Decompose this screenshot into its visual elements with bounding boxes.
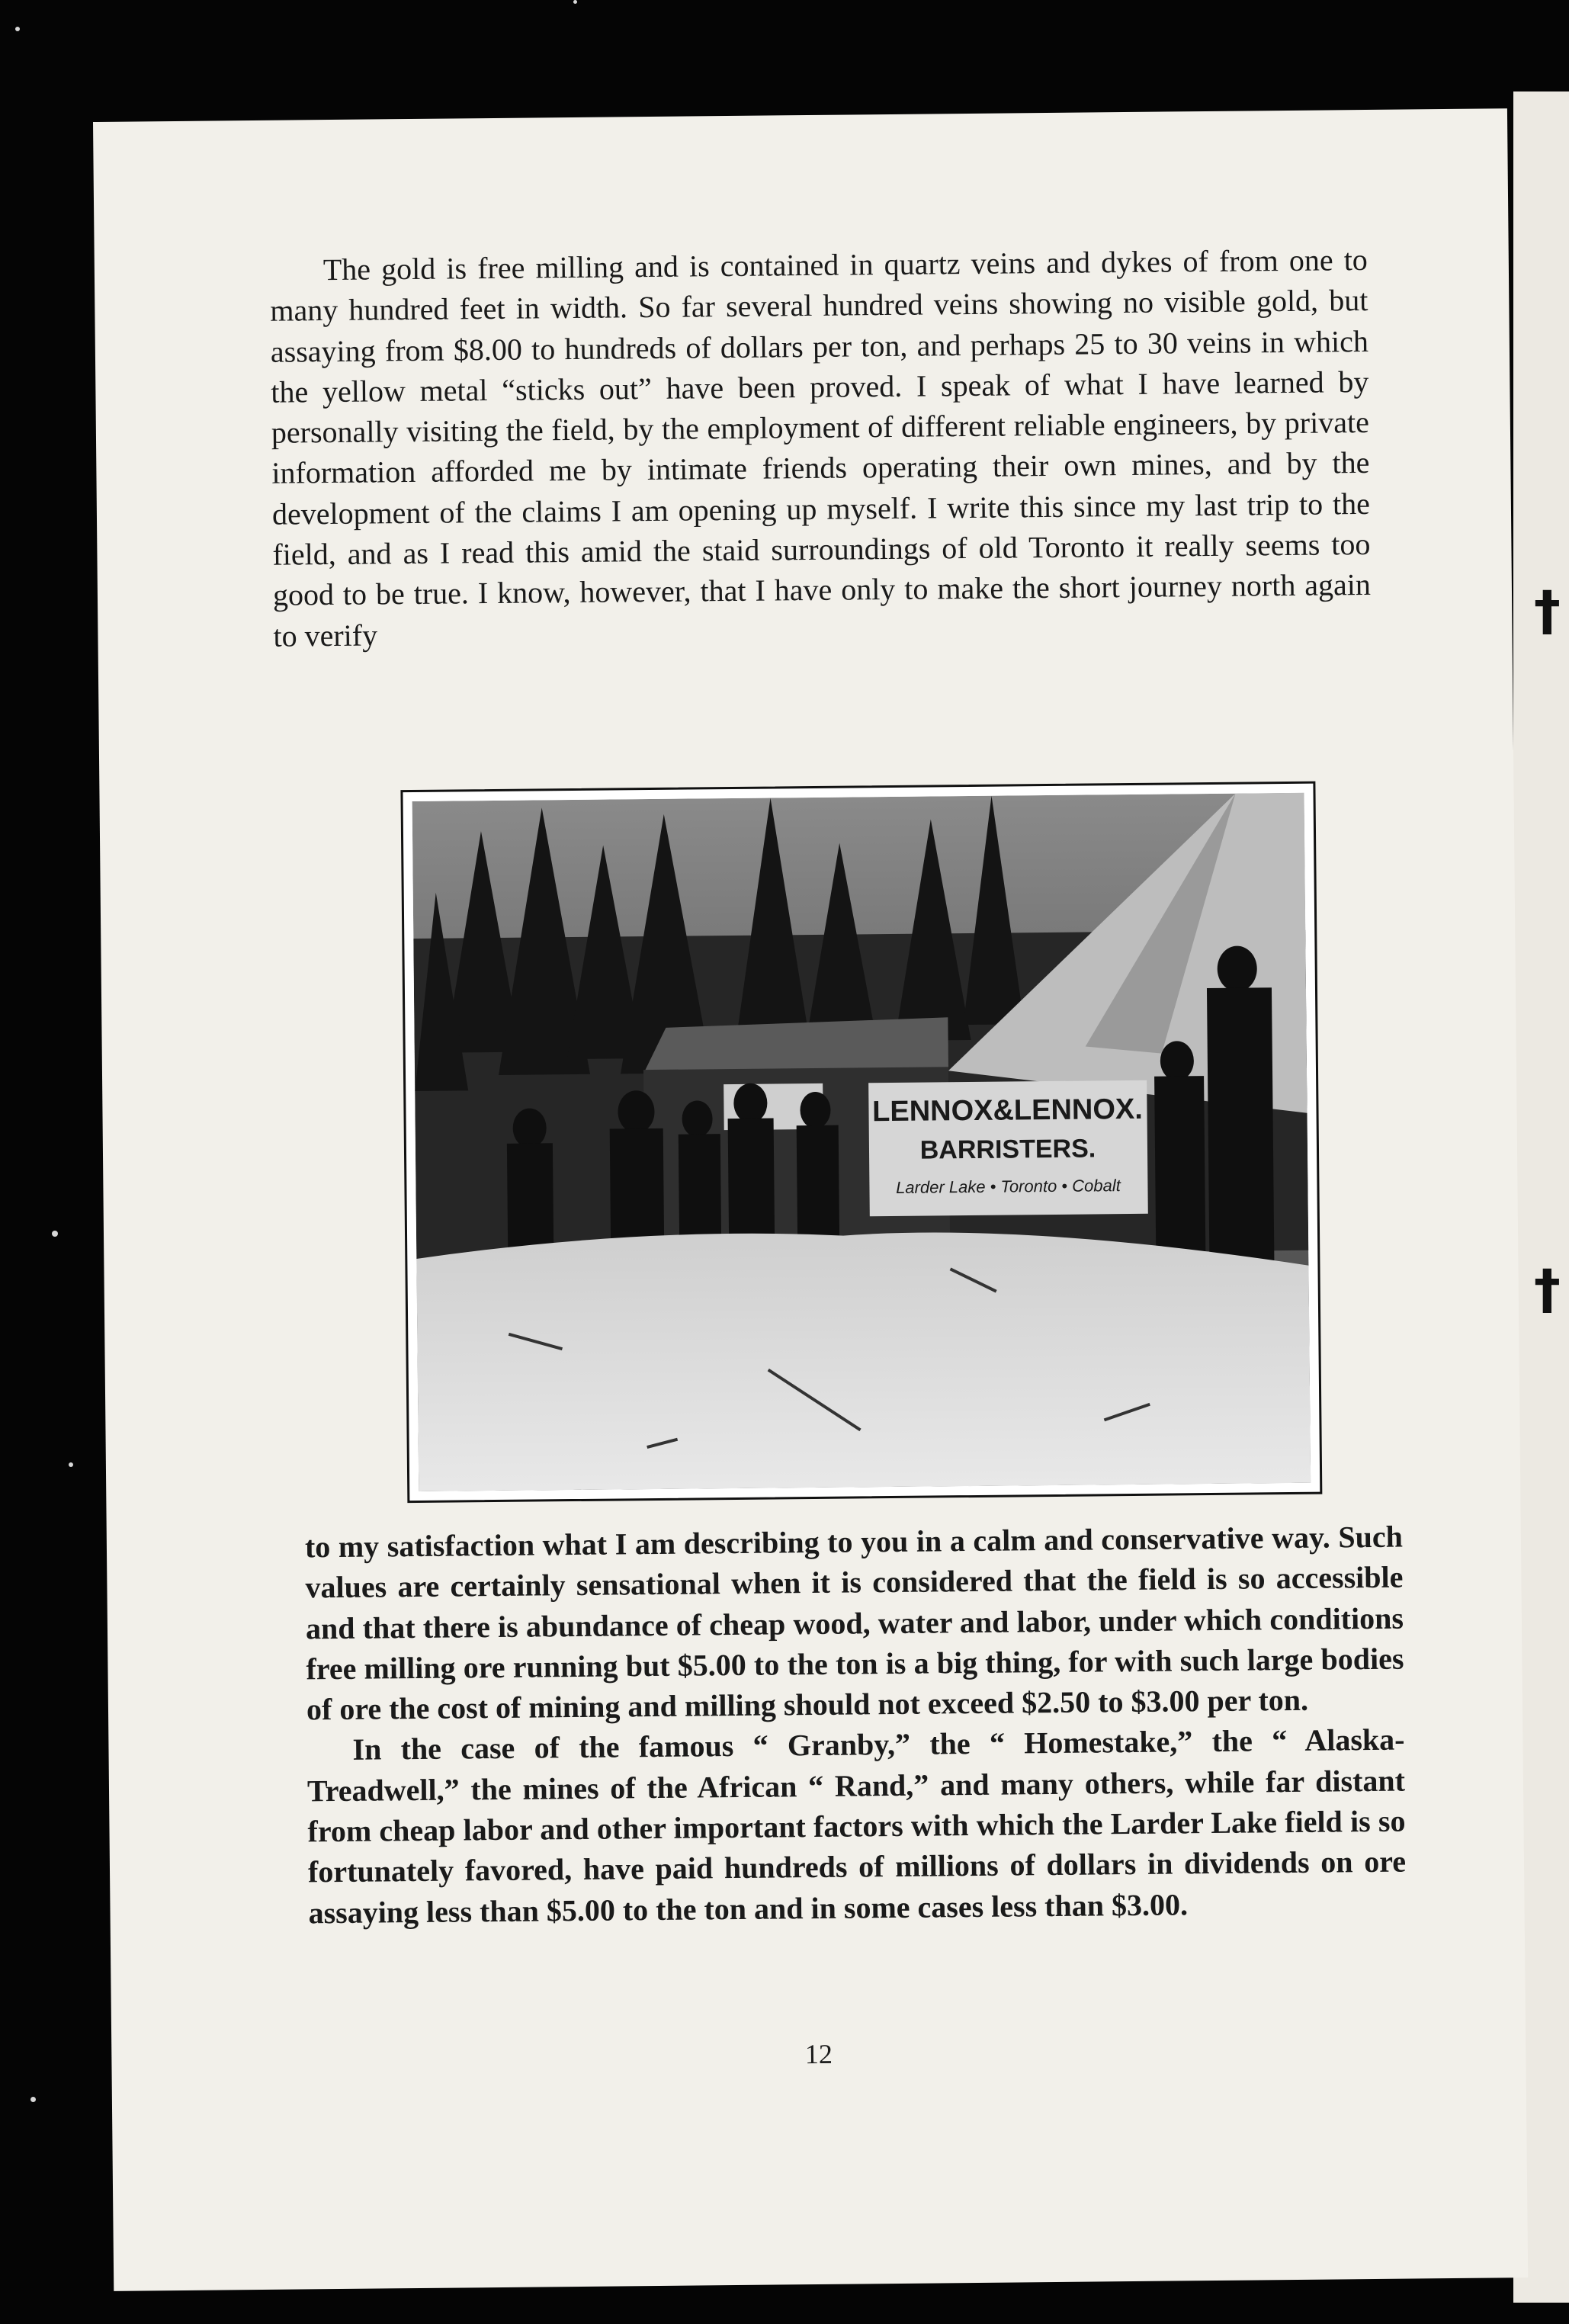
edge-glyph-upper: † [1534,579,1561,642]
svg-text:LENNOX&LENNOX.: LENNOX&LENNOX. [871,1093,1144,1128]
page-number: 12 [804,2038,833,2070]
photo-snow-ground [416,1228,1311,1491]
camp-photograph [400,782,1322,1503]
paragraph-continued: to my satisfaction what I am describing to you in a calm and conservative way. Such values are certainly sensational when it is considered that the field is so accessible and that there is abundance of cheap wood, water and labor, under which conditions free milling ore running but $5.00 to the ton is a big thing, for with such large bodies of ore the cost of mining and milling should not exceed $2.50 to $3.00 per ton. [304,1519,1404,1727]
paragraph-last: In the case of the famous “ Granby,” the “ Homestake,” the “ Alaska-Treadwell,” the mines of the African “ Rand,” and many others, while far distant from cheap labor and other important factors with which the Larder Lake field is so fortunately favored, have paid hundreds of millions of dollars in dividends on ore assaying less than $5.00 to the ton and in some cases less than $3.00. [306,1722,1407,1931]
paragraph-top: The gold is free milling and is contained in quartz veins and dykes of from one to many hundred feet in width. So far several hundred veins showing no visible gold, but assaying from $8.00 to hundreds of dollars per ton, and perhaps 25 to 30 veins in which the yellow metal “sticks out” have been proved. I speak of what I have learned by personally visiting the field, by the employment of different reliable engineers, by private information afforded me by intimate friends operating their own mines, and by the development of the claims I am opening up myself. I write this since my last trip to the field, and as I read this amid the staid surroundings of old Toronto it really seems too good to be true. I know, however, that I have only to make the short journey north again to verify [270,242,1372,653]
svg-text:Larder Lake • Toronto • Cobalt: Larder Lake • Toronto • Cobalt [896,1176,1121,1197]
paragraph-bottom-block [305,1517,1407,1934]
svg-text:BARRISTERS.: BARRISTERS. [919,1134,1096,1165]
photo-sign [868,1080,1148,1216]
document-page [93,108,1528,2291]
camp-photo-image [412,793,1311,1491]
edge-glyph-lower: † [1534,1258,1561,1321]
